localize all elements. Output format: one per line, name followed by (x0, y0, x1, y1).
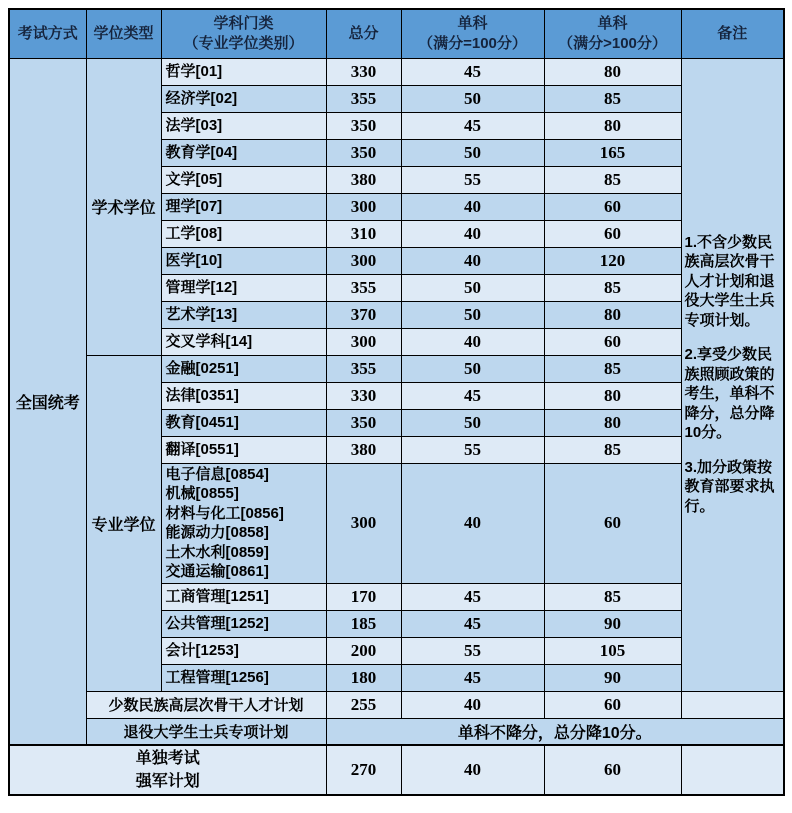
admission-score-table (8, 8, 785, 796)
single-over100-cell: 165 (544, 139, 681, 166)
header-single-100 (401, 9, 544, 58)
exam-method-cell: 全国统考 (9, 58, 86, 745)
single-over100-cell: 80 (544, 301, 681, 328)
single-over100-cell: 85 (544, 274, 681, 301)
header-subject-line2: （专业学位类别） (183, 34, 304, 52)
subject-cell: 工商管理[1251] (161, 583, 326, 610)
header-subject-line1: 学科门类 (213, 14, 274, 32)
single-over100-cell: 85 (544, 583, 681, 610)
header-single-100-line1: 单科 (457, 14, 488, 32)
total-cell: 330 (326, 58, 401, 85)
subject-cell: 艺术学[13] (161, 301, 326, 328)
minority-plan-row (9, 691, 784, 718)
single100-cell: 40 (401, 691, 544, 718)
remark-cell (681, 58, 784, 691)
subject-cell: 教育学[04] (161, 139, 326, 166)
header-single-over-100-line2: （满分>100分） (558, 34, 667, 52)
veteran-plan-label: 退役大学生士兵专项计划 (86, 718, 326, 745)
total-cell: 200 (326, 637, 401, 664)
total-cell: 350 (326, 112, 401, 139)
subject-cell: 医学[10] (161, 247, 326, 274)
single-over100-cell: 60 (544, 463, 681, 583)
single-over100-cell: 90 (544, 610, 681, 637)
total-cell: 180 (326, 664, 401, 691)
single100-cell: 55 (401, 637, 544, 664)
total-cell: 300 (326, 247, 401, 274)
header-single-over-100-line1: 单科 (597, 14, 628, 32)
separate-exam-line1: 单独考试 (135, 750, 200, 767)
total-cell: 370 (326, 301, 401, 328)
single-over100-cell: 80 (544, 112, 681, 139)
header-row (9, 9, 784, 58)
single-over100-cell: 80 (544, 409, 681, 436)
header-total: 总分 (326, 9, 401, 58)
single100-cell: 40 (401, 463, 544, 583)
remark-note-2: 2.享受少数民族照顾政策的考生，单科不降分，总分降10分。 (684, 346, 775, 442)
header-single-over-100 (544, 9, 681, 58)
veteran-plan-note: 单科不降分，总分降10分。 (326, 718, 784, 745)
subject-cell: 工学[08] (161, 220, 326, 247)
single-over100-cell: 80 (544, 58, 681, 85)
single100-cell: 45 (401, 58, 544, 85)
single100-cell: 55 (401, 436, 544, 463)
single-over100-cell: 60 (544, 193, 681, 220)
single-over100-cell: 80 (544, 382, 681, 409)
header-single-100-line2: （满分=100分） (418, 34, 527, 52)
remark-empty-cell (681, 691, 784, 718)
subject-cell: 公共管理[1252] (161, 610, 326, 637)
total-cell: 355 (326, 355, 401, 382)
total-cell: 300 (326, 463, 401, 583)
single-over100-cell: 85 (544, 355, 681, 382)
subject-cell: 理学[07] (161, 193, 326, 220)
subject-line: 土木水利[0859] (165, 543, 269, 561)
separate-exam-label (9, 745, 326, 795)
subject-cell: 文学[05] (161, 166, 326, 193)
header-exam-method: 考试方式 (9, 9, 86, 58)
total-cell: 350 (326, 409, 401, 436)
single100-cell: 45 (401, 382, 544, 409)
total-cell: 270 (326, 745, 401, 795)
single100-cell: 40 (401, 193, 544, 220)
subject-line: 能源动力[0858] (165, 524, 269, 541)
subject-line: 电子信息[0854] (165, 465, 269, 483)
single100-cell: 50 (401, 409, 544, 436)
total-cell: 355 (326, 85, 401, 112)
minority-plan-label: 少数民族高层次骨干人才计划 (86, 691, 326, 718)
subject-cell: 哲学[01] (161, 58, 326, 85)
remark-note-3: 3.加分政策按教育部要求执行。 (684, 458, 775, 515)
subject-cell: 法学[03] (161, 112, 326, 139)
remark-note-1: 1.不含少数民族高层次骨干人才计划和退役大学生士兵专项计划。 (684, 233, 775, 329)
subject-cell-multi (161, 463, 326, 583)
single100-cell: 50 (401, 85, 544, 112)
single-over100-cell: 85 (544, 166, 681, 193)
degree-type-academic-cell: 学术学位 (86, 58, 161, 355)
single-over100-cell: 120 (544, 247, 681, 274)
veteran-plan-row (9, 718, 784, 745)
single100-cell: 45 (401, 583, 544, 610)
single-over100-cell: 60 (544, 328, 681, 355)
single100-cell: 40 (401, 328, 544, 355)
single-over100-cell: 85 (544, 85, 681, 112)
single100-cell: 50 (401, 274, 544, 301)
single100-cell: 45 (401, 112, 544, 139)
single-over100-cell: 90 (544, 664, 681, 691)
subject-line: 材料与化工[0856] (165, 504, 284, 522)
subject-line: 机械[0855] (165, 485, 239, 502)
total-cell: 350 (326, 139, 401, 166)
single100-cell: 40 (401, 220, 544, 247)
header-degree-type: 学位类型 (86, 9, 161, 58)
single100-cell: 50 (401, 139, 544, 166)
single-over100-cell: 60 (544, 745, 681, 795)
header-remark: 备注 (681, 9, 784, 58)
single-over100-cell: 60 (544, 691, 681, 718)
total-cell: 380 (326, 436, 401, 463)
single100-cell: 45 (401, 610, 544, 637)
subject-cell: 工程管理[1256] (161, 664, 326, 691)
subject-cell: 会计[1253] (161, 637, 326, 664)
total-cell: 170 (326, 583, 401, 610)
single-over100-cell: 105 (544, 637, 681, 664)
total-cell: 300 (326, 193, 401, 220)
subject-line: 交通运输[0861] (165, 563, 269, 580)
single-over100-cell: 60 (544, 220, 681, 247)
degree-type-professional-cell: 专业学位 (86, 355, 161, 691)
total-cell: 330 (326, 382, 401, 409)
single100-cell: 50 (401, 301, 544, 328)
subject-cell: 翻译[0551] (161, 436, 326, 463)
subject-cell: 交叉学科[14] (161, 328, 326, 355)
single100-cell: 40 (401, 247, 544, 274)
single100-cell: 40 (401, 745, 544, 795)
header-subject (161, 9, 326, 58)
total-cell: 380 (326, 166, 401, 193)
subject-row (9, 58, 784, 85)
single100-cell: 45 (401, 664, 544, 691)
total-cell: 255 (326, 691, 401, 718)
total-cell: 185 (326, 610, 401, 637)
subject-cell: 法律[0351] (161, 382, 326, 409)
subject-cell: 经济学[02] (161, 85, 326, 112)
single100-cell: 55 (401, 166, 544, 193)
total-cell: 310 (326, 220, 401, 247)
total-cell: 355 (326, 274, 401, 301)
single-over100-cell: 85 (544, 436, 681, 463)
subject-row (9, 355, 784, 382)
subject-cell: 管理学[12] (161, 274, 326, 301)
remark-empty-cell (681, 745, 784, 795)
total-cell: 300 (326, 328, 401, 355)
subject-cell: 教育[0451] (161, 409, 326, 436)
single100-cell: 50 (401, 355, 544, 382)
separate-exam-line2: 强军计划 (135, 773, 200, 791)
separate-exam-row (9, 745, 784, 795)
subject-cell: 金融[0251] (161, 355, 326, 382)
